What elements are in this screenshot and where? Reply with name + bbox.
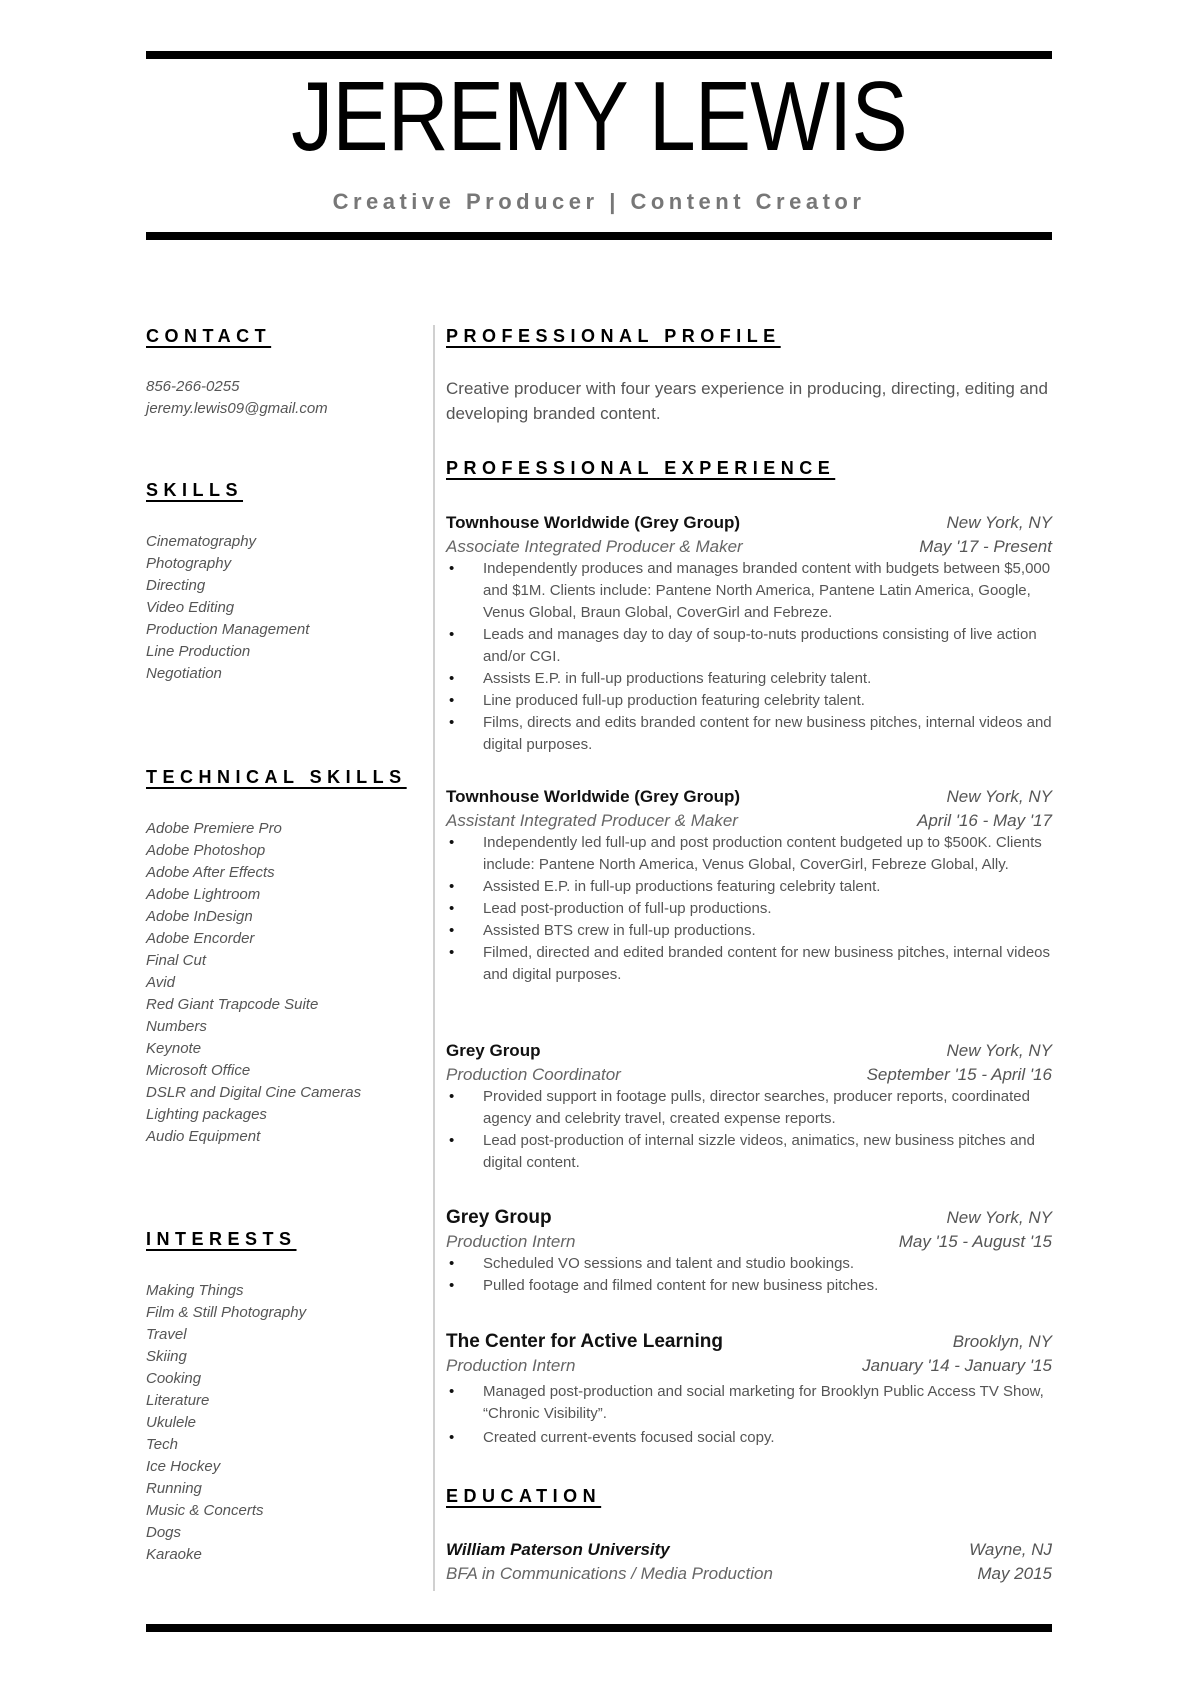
contact-info (146, 376, 328, 420)
bullet-text: Lead post-production of full-up productions. (483, 900, 772, 917)
job-title: Production Intern (446, 1231, 576, 1251)
job-entry (446, 785, 1052, 986)
candidate-name: JEREMY LEWIS (291, 61, 907, 171)
bullet-text: Independently led full-up and post production content budgeted up to $500K. Clients include: Pantene North America, Venus Global, CoverGirl, Febreze Global, Ally. (483, 834, 1042, 873)
bullet-item (446, 1427, 1052, 1449)
interests-list (146, 1280, 306, 1566)
bullet-icon: • (449, 560, 455, 577)
job-company: The Center for Active Learning (446, 1331, 723, 1352)
bullet-item (446, 1381, 1052, 1425)
list-item: Lighting packages (146, 1106, 267, 1123)
bullet-item (446, 690, 1052, 712)
technical-skills-list (146, 818, 361, 1148)
list-item: Negotiation (146, 665, 222, 682)
bullet-text: Managed post-production and social marketing for Brooklyn Public Access TV Show, “Chronic Visibility”. (483, 1383, 1044, 1422)
job-entry (446, 1206, 1052, 1297)
list-item: Numbers (146, 1018, 207, 1035)
list-item: Adobe Encorder (146, 930, 255, 947)
bullet-text: Lead post-production of internal sizzle videos, animatics, new business pitches and digital content. (483, 1132, 1035, 1171)
list-item: Audio Equipment (146, 1128, 261, 1145)
job-location: New York, NY (946, 513, 1052, 532)
education-location: Wayne, NJ (969, 1540, 1052, 1559)
list-item: Keynote (146, 1040, 202, 1057)
list-item: Red Giant Trapcode Suite (146, 996, 319, 1013)
list-item: Production Management (146, 621, 310, 638)
candidate-subtitle: Creative Producer | Content Creator (332, 189, 866, 214)
job-location: New York, NY (946, 1208, 1052, 1227)
job-entry (446, 1039, 1052, 1174)
list-item: Ice Hockey (146, 1458, 221, 1475)
bullet-text: Films, directs and edits branded content for new business pitches, internal videos and digital purposes. (483, 714, 1052, 753)
list-item: Directing (146, 577, 206, 594)
list-item: Music & Concerts (146, 1502, 264, 1519)
bullet-icon: • (449, 670, 455, 687)
education-heading: EDUCATION (446, 1486, 602, 1506)
job-dates: January '14 - January '15 (862, 1355, 1052, 1375)
bullet-item (446, 624, 1052, 668)
job-company: Grey Group (446, 1207, 552, 1228)
bullet-item (446, 1275, 1052, 1297)
bullet-icon: • (449, 1429, 455, 1446)
bullet-icon: • (449, 714, 455, 731)
bullet-icon: • (449, 878, 455, 895)
job-bullets (446, 1253, 1052, 1297)
job-dates: May '17 - Present (919, 536, 1052, 556)
list-item: Adobe Premiere Pro (146, 820, 282, 837)
job-location: New York, NY (946, 787, 1052, 806)
education-degree: BFA in Communications / Media Production (446, 1563, 773, 1583)
list-item: Video Editing (146, 599, 235, 616)
skills-heading: SKILLS (146, 480, 244, 500)
bullet-text: Assisted BTS crew in full-up productions. (483, 922, 756, 939)
bullet-text: Leads and manages day to day of soup-to-nuts productions consisting of live action and/or CGI. (483, 626, 1037, 665)
list-item: Dogs (146, 1524, 182, 1541)
list-item: Adobe After Effects (146, 864, 275, 881)
list-item: Line Production (146, 643, 251, 660)
job-company: Grey Group (446, 1041, 541, 1060)
job-dates: September '15 - April '16 (866, 1064, 1052, 1084)
contact-email[interactable]: jeremy.lewis09@gmail.com (146, 400, 328, 417)
list-item: Cinematography (146, 533, 257, 550)
bullet-icon: • (449, 900, 455, 917)
column-divider (433, 325, 435, 1591)
job-title: Production Intern (446, 1355, 576, 1375)
job-title: Production Coordinator (446, 1064, 621, 1084)
interests-heading: INTERESTS (146, 1229, 297, 1249)
bullet-icon: • (449, 1277, 455, 1294)
profile-text: Creative producer with four years experience in producing, directing, editing and developing branded content. (446, 379, 1048, 423)
bullet-item (446, 668, 1052, 690)
bullet-item (446, 920, 1052, 942)
bullet-item (446, 1253, 1052, 1275)
bullet-item (446, 898, 1052, 920)
list-item: Cooking (146, 1370, 202, 1387)
education-entry (446, 1538, 1052, 1585)
job-location: Brooklyn, NY (952, 1332, 1052, 1351)
education-date: May 2015 (977, 1563, 1052, 1583)
bullet-icon: • (449, 692, 455, 709)
bullet-item (446, 832, 1052, 876)
list-item: Adobe Lightroom (146, 886, 261, 903)
list-item: Avid (146, 974, 175, 991)
bullet-item (446, 876, 1052, 898)
bullet-text: Independently produces and manages branded content with budgets between $5,000 and $1M. Clients include: Pantene North America, Pantene Latin America, Google, Venus Global, Braun Global, CoverGirl and Febreze. (483, 560, 1051, 621)
experience-heading: PROFESSIONAL EXPERIENCE (446, 458, 836, 478)
bullet-text: Provided support in footage pulls, director searches, producer reports, coordinated agency and celebrity travel, created expense reports. (483, 1088, 1030, 1127)
bullet-item (446, 942, 1052, 986)
skills-list (146, 531, 309, 685)
bullet-text: Filmed, directed and edited branded content for new business pitches, internal videos and digital purposes. (483, 944, 1051, 983)
job-title: Assistant Integrated Producer & Maker (446, 810, 738, 830)
list-item: Final Cut (146, 952, 207, 969)
bullet-icon: • (449, 1132, 455, 1149)
bullet-icon: • (449, 626, 455, 643)
job-location: New York, NY (946, 1041, 1052, 1060)
bullet-text: Assists E.P. in full-up productions featuring celebrity talent. (483, 670, 872, 687)
job-bullets (446, 832, 1052, 986)
list-item: Making Things (146, 1282, 244, 1299)
bullet-icon: • (449, 944, 455, 961)
bullet-text: Scheduled VO sessions and talent and studio bookings. (483, 1255, 855, 1272)
list-item: Microsoft Office (146, 1062, 251, 1079)
list-item: Ukulele (146, 1414, 197, 1431)
list-item: DSLR and Digital Cine Cameras (146, 1084, 362, 1101)
list-item: Adobe Photoshop (146, 842, 266, 859)
job-entry (446, 1330, 1052, 1449)
bullet-icon: • (449, 1255, 455, 1272)
job-dates: April '16 - May '17 (917, 810, 1052, 830)
header-rule (146, 232, 1052, 240)
bullet-icon: • (449, 1088, 455, 1105)
bullet-item (446, 1130, 1052, 1174)
list-item: Travel (146, 1326, 187, 1343)
list-item: Photography (146, 555, 232, 572)
bullet-text: Pulled footage and filmed content for new business pitches. (483, 1277, 879, 1294)
job-entry (446, 511, 1052, 756)
technical-skills-heading: TECHNICAL SKILLS (146, 767, 407, 787)
job-company: Townhouse Worldwide (Grey Group) (446, 787, 741, 806)
bullet-icon: • (449, 834, 455, 851)
contact-heading: CONTACT (146, 326, 272, 346)
bullet-text: Created current-events focused social copy. (483, 1429, 775, 1446)
job-bullets (446, 558, 1052, 756)
bullet-item (446, 712, 1052, 756)
bullet-item (446, 1086, 1052, 1130)
job-dates: May '15 - August '15 (898, 1231, 1052, 1251)
bottom-rule (146, 1624, 1052, 1632)
job-title: Associate Integrated Producer & Maker (446, 536, 743, 556)
list-item: Literature (146, 1392, 210, 1409)
education-school: William Paterson University (446, 1540, 670, 1559)
list-item: Film & Still Photography (146, 1304, 307, 1321)
list-item: Adobe InDesign (146, 908, 253, 925)
job-bullets (446, 1086, 1052, 1174)
contact-phone: 856-266-0255 (146, 378, 240, 395)
top-rule (146, 51, 1052, 59)
job-bullets (446, 1381, 1052, 1449)
job-company: Townhouse Worldwide (Grey Group) (446, 513, 741, 532)
list-item: Running (146, 1480, 202, 1497)
list-item: Karaoke (146, 1546, 202, 1563)
bullet-icon: • (449, 922, 455, 939)
bullet-item (446, 558, 1052, 624)
list-item: Skiing (146, 1348, 187, 1365)
profile-heading: PROFESSIONAL PROFILE (446, 326, 781, 346)
bullet-text: Assisted E.P. in full-up productions featuring celebrity talent. (483, 878, 881, 895)
bullet-icon: • (449, 1383, 455, 1400)
bullet-text: Line produced full-up production featuring celebrity talent. (483, 692, 865, 709)
list-item: Tech (146, 1436, 178, 1453)
